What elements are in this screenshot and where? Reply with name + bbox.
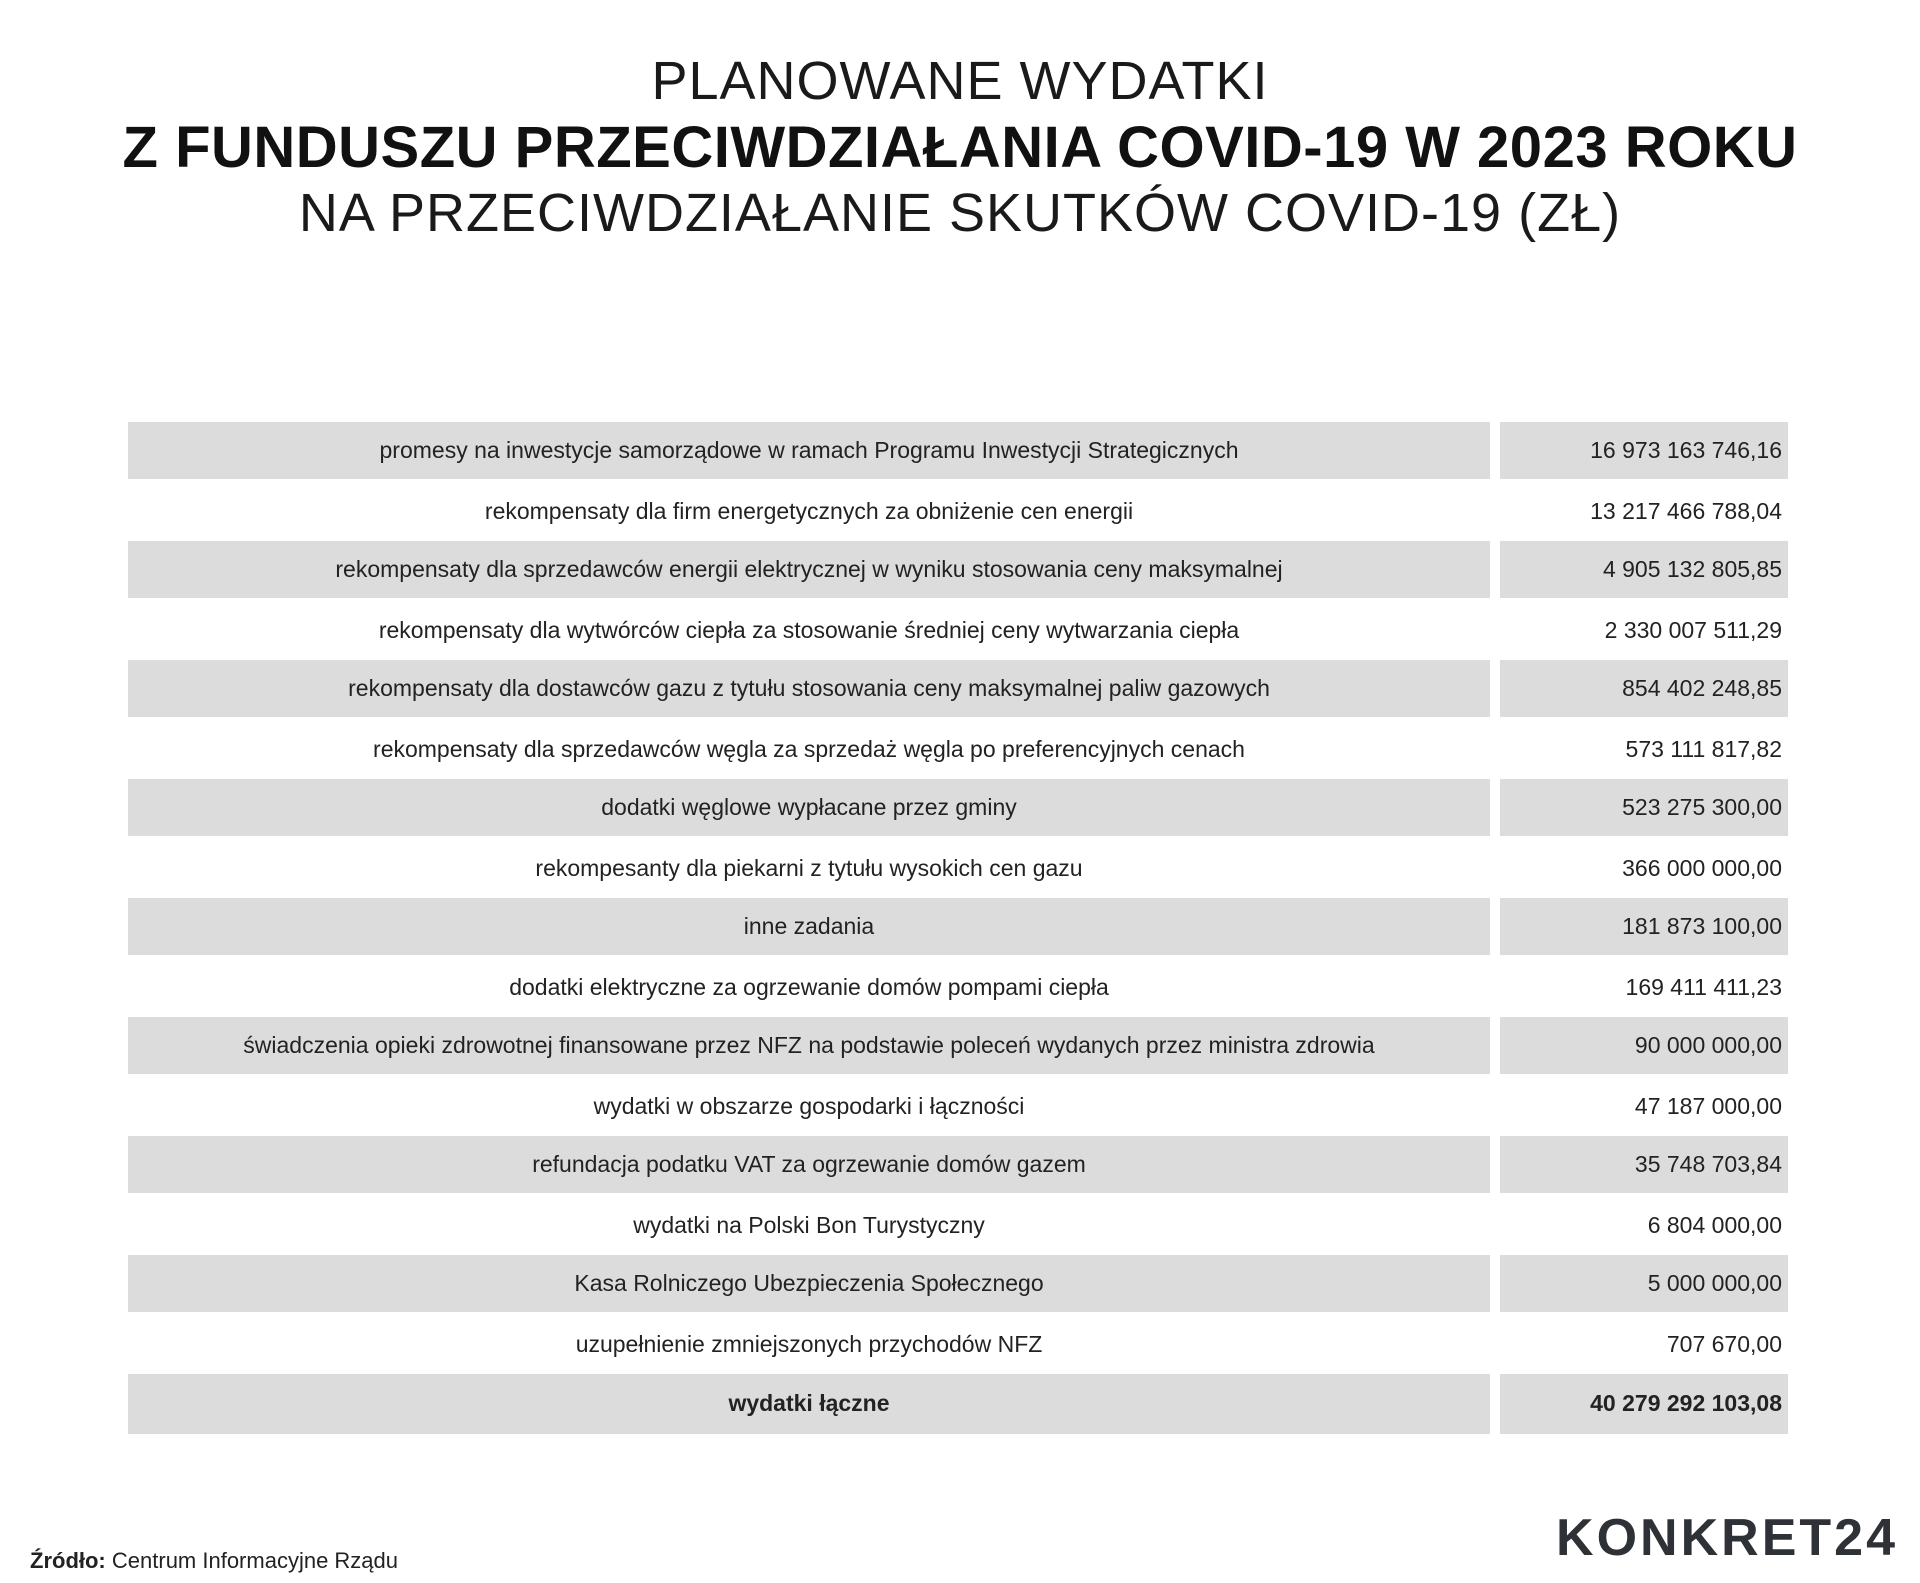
expenses-table (128, 422, 1788, 1434)
source-label: Źródło: (30, 1548, 106, 1573)
table-row (128, 660, 1788, 720)
total-value: 40 279 292 103,08 (1500, 1374, 1788, 1434)
row-value: 523 275 300,00 (1500, 779, 1788, 839)
row-value: 2 330 007 511,29 (1604, 616, 1782, 643)
table-row (128, 898, 1788, 958)
table-row (128, 1077, 1788, 1137)
total-label: wydatki łączne (128, 1374, 1490, 1434)
row-value: 5 000 000,00 (1500, 1255, 1788, 1315)
title-line-1: PLANOWANE WYDATKI (651, 51, 1269, 111)
row-value: 47 187 000,00 (1634, 1092, 1782, 1119)
table-row (128, 779, 1788, 839)
row-value: 4 905 132 805,85 (1500, 541, 1788, 601)
row-value: 707 670,00 (1666, 1330, 1782, 1357)
table-row (128, 1196, 1788, 1256)
table-row (128, 482, 1788, 542)
row-value: 573 111 817,82 (1625, 735, 1782, 762)
row-value: 35 748 703,84 (1500, 1136, 1788, 1196)
row-label: rekompensaty dla sprzedawców węgla za sprzedaż węgla po preferencyjnych cenach (373, 735, 1245, 762)
row-label: rekompensaty dla dostawców gazu z tytułu stosowania ceny maksymalnej paliw gazowych (128, 660, 1490, 720)
row-label: świadczenia opieki zdrowotnej finansowane przez NFZ na podstawie poleceń wydanych przez ministra zdrowia (128, 1017, 1490, 1077)
row-value: 13 217 466 788,04 (1590, 497, 1782, 524)
table-row (128, 422, 1788, 482)
row-value: 854 402 248,85 (1500, 660, 1788, 720)
table-row (128, 1255, 1788, 1315)
row-label: dodatki węglowe wypłacane przez gminy (128, 779, 1490, 839)
table-row (128, 1315, 1788, 1375)
row-label: wydatki na Polski Bon Turystyczny (633, 1211, 985, 1238)
row-label: uzupełnienie zmniejszonych przychodów NFZ (575, 1330, 1043, 1357)
table-row (128, 541, 1788, 601)
table-row (128, 1017, 1788, 1077)
row-value: 16 973 163 746,16 (1500, 422, 1788, 482)
row-value: 6 804 000,00 (1647, 1211, 1782, 1238)
row-label: rekompensaty dla firm energetycznych za obniżenie cen energii (484, 497, 1134, 524)
row-label: dodatki elektryczne za ogrzewanie domów pompami ciepła (509, 973, 1109, 1000)
row-label: Kasa Rolniczego Ubezpieczenia Społecznego (128, 1255, 1490, 1315)
row-label: refundacja podatku VAT za ogrzewanie domów gazem (128, 1136, 1490, 1196)
table-row (128, 720, 1788, 780)
row-value: 169 411 411,23 (1625, 973, 1782, 1000)
row-label: rekompensaty dla wytwórców ciepła za stosowanie średniej ceny wytwarzania ciepła (378, 616, 1240, 643)
row-label: promesy na inwestycje samorządowe w ramach Programu Inwestycji Strategicznych (128, 422, 1490, 482)
source-text: Centrum Informacyjne Rządu (111, 1548, 399, 1573)
row-label: rekompesanty dla piekarni z tytułu wysokich cen gazu (535, 854, 1083, 881)
row-value: 366 000 000,00 (1622, 854, 1782, 881)
table-row (128, 839, 1788, 899)
source-note (30, 1548, 398, 1574)
title-line-3: NA PRZECIWDZIAŁANIE SKUTKÓW COVID-19 (ZŁ) (298, 183, 1622, 244)
row-value: 90 000 000,00 (1500, 1017, 1788, 1077)
table-row (128, 1136, 1788, 1196)
table-row (128, 958, 1788, 1018)
row-label: rekompensaty dla sprzedawców energii elektrycznej w wyniku stosowania ceny maksymalnej (128, 541, 1490, 601)
total-row (128, 1374, 1788, 1434)
table-row (128, 601, 1788, 661)
title-line-2: Z FUNDUSZU PRZECIWDZIAŁANIA COVID-19 W 2023 ROKU (122, 114, 1798, 180)
row-value: 181 873 100,00 (1500, 898, 1788, 958)
row-label: wydatki w obszarze gospodarki i łączności (593, 1092, 1025, 1119)
row-label: inne zadania (128, 898, 1490, 958)
konkret24-logo: KONKRET24 (1556, 1509, 1898, 1567)
title-block (0, 50, 1920, 246)
